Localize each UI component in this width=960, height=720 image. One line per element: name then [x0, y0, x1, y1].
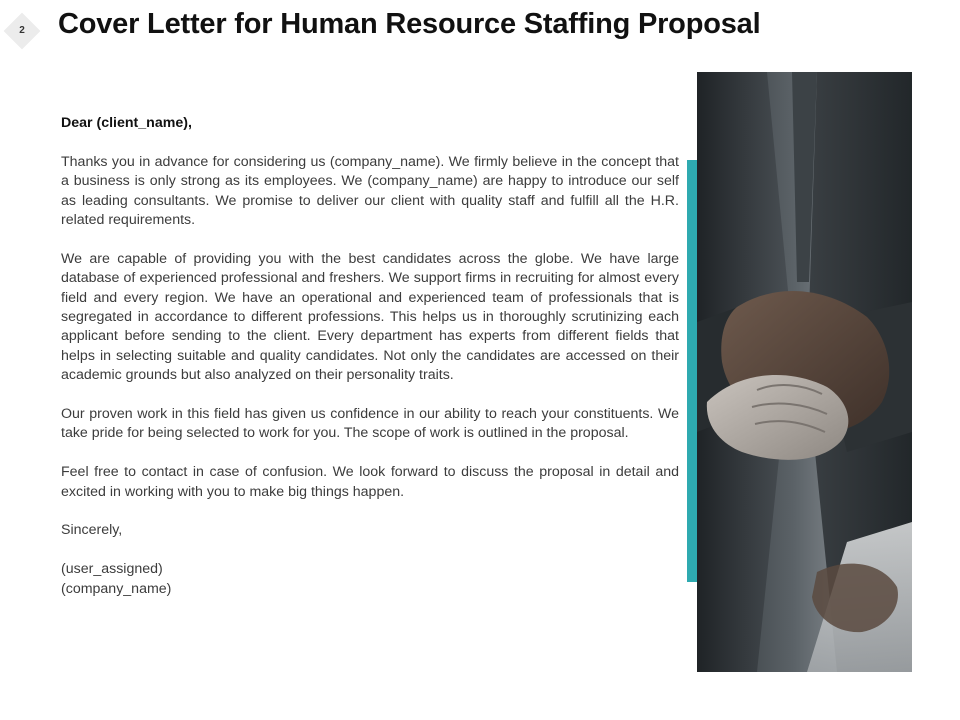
page-number: 2	[19, 25, 25, 36]
handshake-illustration	[697, 72, 912, 672]
slide-title: Cover Letter for Human Resource Staffing Proposal	[58, 8, 761, 40]
letter-paragraph-4: Feel free to contact in case of confusion. We look forward to discuss the proposal in detail and excited in working with you to make big things happen.	[61, 464, 679, 500]
letter-salutation: Dear (client_name),	[61, 115, 192, 131]
letter-paragraph-1: Thanks you in advance for considering us (company_name). We firmly believe in the concept that a business is only strong as its employees. We (company_name) are happy to introduce our self as leading consultants. We promise to deliver our client with quality staff and fulfill all the H.R. related requirements.	[61, 153, 679, 229]
accent-bar	[687, 160, 697, 582]
signature-company: (company_name)	[61, 580, 172, 597]
letter-paragraph-3: Our proven work in this field has given us confidence in our ability to reach your constituents. We take pride for being selected to work for you. The scope of work is outlined in the proposal.	[61, 406, 679, 442]
letter-closing: Sincerely,	[61, 522, 123, 539]
cover-letter-body	[61, 114, 679, 599]
handshake-photo	[697, 72, 912, 672]
signature-user: (user_assigned)	[61, 561, 163, 578]
letter-paragraph-2: We are capable of providing you with the best candidates across the globe. We have large database of experienced professional and freshers. We support firms in recruiting for almost every field and every region. We have an operational and experienced team of professionals that is segregated in accordance to different professions. This helps us in thoroughly scrutinizing each applicant before sending to the client. Every department has experts from different fields that helps in selecting suitable and quality candidates. Not only the candidates are accessed on their academic grounds but also analyzed on their personality traits.	[61, 250, 679, 384]
